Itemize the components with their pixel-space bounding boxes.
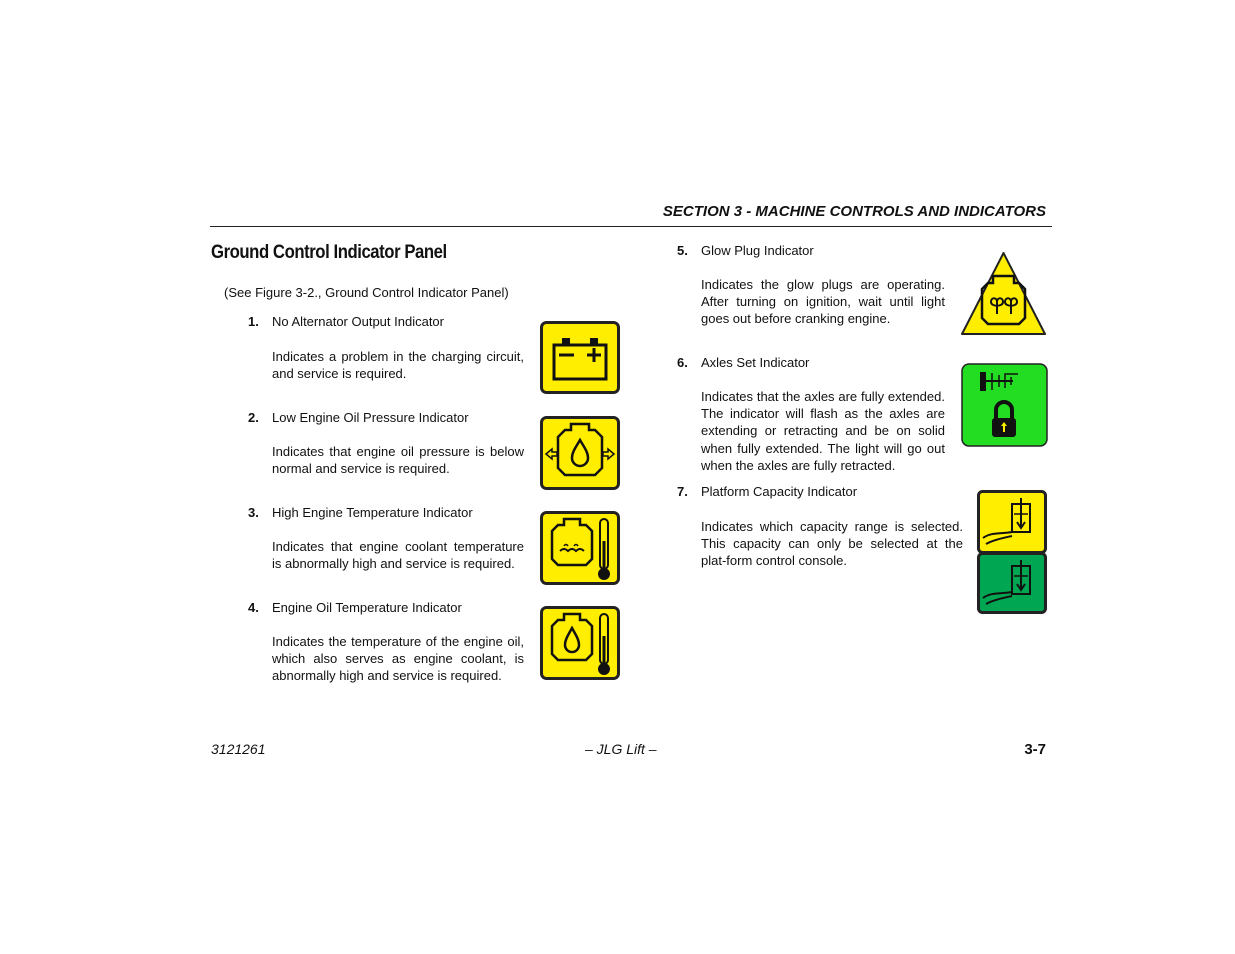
item-description: Indicates a problem in the charging circuit, and service is required. bbox=[272, 349, 524, 382]
axles-lock-icon bbox=[961, 363, 1048, 447]
item-number: 2. bbox=[248, 410, 259, 425]
item-title: Axles Set Indicator bbox=[701, 355, 810, 370]
doc-number: 3121261 bbox=[211, 741, 266, 757]
item-title: High Engine Temperature Indicator bbox=[272, 505, 473, 520]
header-divider bbox=[210, 226, 1052, 227]
platform-capacity-icon bbox=[977, 490, 1047, 614]
item-title: Low Engine Oil Pressure Indicator bbox=[272, 410, 469, 425]
item-number: 7. bbox=[677, 484, 688, 499]
item-title: Engine Oil Temperature Indicator bbox=[272, 600, 462, 615]
battery-icon bbox=[540, 321, 620, 394]
coolant-temperature-icon bbox=[540, 511, 620, 585]
glow-plug-icon bbox=[959, 250, 1048, 337]
oil-pressure-icon bbox=[540, 416, 620, 490]
item-title: Platform Capacity Indicator bbox=[701, 484, 858, 499]
item-description: Indicates which capacity range is selected. This capacity can only be selected at the plat-form control console. bbox=[701, 519, 963, 569]
oil-temperature-icon bbox=[540, 606, 620, 680]
item-description: Indicates that the axles are fully extended. The indicator will flash as the axles are extending or retracting and be on solid when fully extended. The light will go out when the axles are fully retracted. bbox=[701, 389, 945, 473]
item-number: 4. bbox=[248, 600, 259, 615]
item-number: 6. bbox=[677, 355, 688, 370]
page-number: 3-7 bbox=[1024, 741, 1046, 758]
item-number: 3. bbox=[248, 505, 259, 520]
item-title: Glow Plug Indicator bbox=[701, 243, 814, 258]
figure-reference: (See Figure 3-2., Ground Control Indicator Panel) bbox=[224, 285, 509, 300]
footer-center: – JLG Lift – bbox=[585, 741, 657, 757]
item-description: Indicates the temperature of the engine oil, which also serves as engine coolant, is abnormally high and service is required. bbox=[272, 634, 524, 684]
item-description: Indicates that engine oil pressure is below normal and service is required. bbox=[272, 444, 524, 477]
item-description: Indicates the glow plugs are operating. After turning on ignition, wait until light goes out before cranking engine. bbox=[701, 277, 945, 327]
item-description: Indicates that engine coolant temperature is abnormally high and service is required. bbox=[272, 539, 524, 572]
page-title: Ground Control Indicator Panel bbox=[211, 242, 447, 263]
item-title: No Alternator Output Indicator bbox=[272, 314, 444, 329]
section-header: SECTION 3 - MACHINE CONTROLS AND INDICATORS bbox=[662, 203, 1046, 220]
item-number: 5. bbox=[677, 243, 688, 258]
item-number: 1. bbox=[248, 314, 259, 329]
